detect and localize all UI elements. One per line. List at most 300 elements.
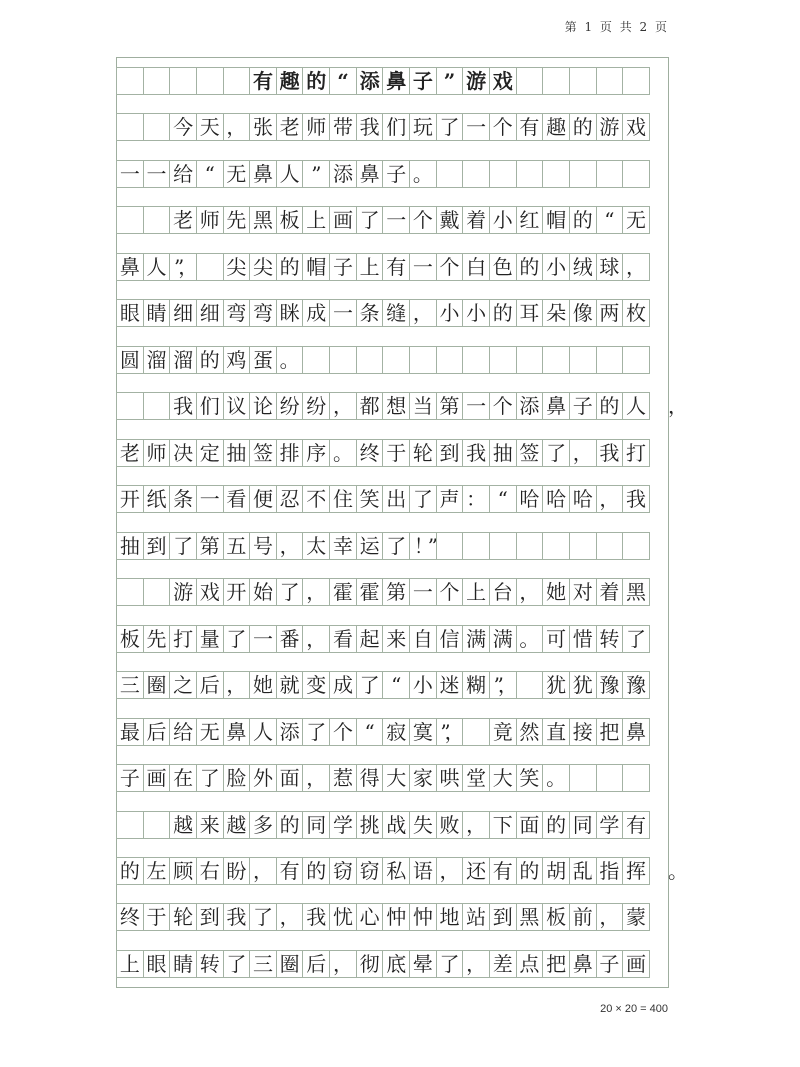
text-row [116,764,650,792]
grid-cell: 打 [169,625,197,653]
grid-cell: 帽 [302,253,330,281]
grid-cell: 眯 [276,299,304,327]
grid-cell: 三 [249,950,277,978]
text-row [116,253,650,281]
grid-cell: 决 [169,439,197,467]
grid-cell: 的 [196,346,224,374]
grid-cell: 台 [489,578,517,606]
grid-cell: 小 [489,206,517,234]
grid-cell: 个 [489,113,517,141]
grid-cell [143,206,171,234]
grid-cell: 游 [462,67,490,95]
grid-cell: 大 [382,764,410,792]
grid-cell [489,160,517,188]
grid-cell: ， [249,857,277,885]
grid-cell [143,67,171,95]
grid-cell: 右 [196,857,224,885]
grid-cell: ， [329,392,357,420]
grid-cell: 窃 [356,857,384,885]
grid-cell: “ [489,485,517,513]
grid-cell: 幸 [329,532,357,560]
grid-cell [116,392,144,420]
grid-cell: 一 [249,625,277,653]
grid-cell: 球 [596,253,624,281]
grid-cell: “ [382,671,410,699]
grid-cell: 睛 [169,950,197,978]
overflow-punctuation: 。 [668,858,688,883]
grid-cell: 轮 [169,903,197,931]
grid-cell [489,346,517,374]
grid-cell: 子 [596,950,624,978]
grid-cell: 鼻 [116,253,144,281]
grid-cell [516,346,544,374]
grid-cell: 鼻 [622,718,650,746]
grid-cell: 个 [489,392,517,420]
grid-cell: 学 [329,811,357,839]
grid-cell [596,160,624,188]
grid-cell: 太 [302,532,330,560]
grid-cell: 后 [196,671,224,699]
grid-cell: 师 [143,439,171,467]
grid-cell: 开 [116,485,144,513]
grid-cell: ， [302,625,330,653]
grid-cell: 戴 [436,206,464,234]
grid-cell: 子 [116,764,144,792]
grid-cell: 像 [569,299,597,327]
grid-cell: 霍 [329,578,357,606]
grid-cell: ， [516,578,544,606]
grid-cell: 子 [409,67,437,95]
grid-cell: 得 [356,764,384,792]
grid-cell: 我 [169,392,197,420]
grid-cell: 鸡 [223,346,251,374]
grid-cell: 溜 [143,346,171,374]
grid-cell: 声 [436,485,464,513]
grid-cell: 戏 [196,578,224,606]
text-row [116,718,650,746]
grid-cell: 抽 [489,439,517,467]
grid-cell: ： [462,485,490,513]
grid-cell: 着 [596,578,624,606]
grid-cell: 了 [169,532,197,560]
grid-cell: 圈 [143,671,171,699]
grid-cell: 红 [516,206,544,234]
grid-cell: 了 [356,206,384,234]
grid-cell [196,67,224,95]
grid-cell: ” [302,160,330,188]
grid-cell: 了 [542,439,570,467]
grid-cell: 下 [489,811,517,839]
grid-cell: 就 [276,671,304,699]
grid-cell: 黑 [516,903,544,931]
grid-cell [596,67,624,95]
grid-cell: 老 [116,439,144,467]
grid-cell: 心 [356,903,384,931]
grid-cell: 两 [596,299,624,327]
grid-cell: 鼻 [569,950,597,978]
grid-cell: 的 [516,857,544,885]
grid-cell: 议 [223,392,251,420]
grid-cell: 尖 [249,253,277,281]
grid-cell: 鼻 [356,160,384,188]
grid-cell: 差 [489,950,517,978]
grid-cell: 越 [223,811,251,839]
grid-cell [622,532,650,560]
grid-cell: 大 [489,764,517,792]
grid-cell: 挥 [622,857,650,885]
text-row [116,439,650,467]
grid-cell: 给 [169,718,197,746]
grid-cell: 始 [249,578,277,606]
grid-cell: 的 [569,113,597,141]
grid-cell: 张 [249,113,277,141]
grid-cell: “ [356,718,384,746]
grid-cell: 签 [249,439,277,467]
grid-cell: 朵 [542,299,570,327]
grid-cell: 笑 [516,764,544,792]
grid-cell [542,67,570,95]
grid-cell: “ [329,67,357,95]
grid-cell: 她 [542,578,570,606]
grid-cell: 给 [169,160,197,188]
grid-cell: 忡 [409,903,437,931]
grid-cell: 了 [276,578,304,606]
grid-cell: 住 [329,485,357,513]
grid-cell: 窃 [329,857,357,885]
grid-cell: 晕 [409,950,437,978]
grid-cell: 站 [462,903,490,931]
grid-cell [596,532,624,560]
grid-cell: 第 [436,392,464,420]
grid-cell: 来 [382,625,410,653]
grid-cell: ， [596,485,624,513]
grid-cell: ， [409,299,437,327]
grid-cell: 睛 [143,299,171,327]
grid-cell: 蒙 [622,903,650,931]
grid-cell: 添 [356,67,384,95]
grid-cell: 于 [143,903,171,931]
grid-cell: 乱 [569,857,597,885]
grid-cell: 黑 [622,578,650,606]
grid-cell [542,160,570,188]
grid-cell: ， [596,903,624,931]
grid-cell [462,718,490,746]
grid-cell: 添 [329,160,357,188]
grid-cell: 条 [169,485,197,513]
grid-cell: 画 [143,764,171,792]
grid-cell: 忧 [329,903,357,931]
grid-cell: ， [276,903,304,931]
grid-cell [569,346,597,374]
grid-cell: 第 [382,578,410,606]
grid-cell: 失 [409,811,437,839]
grid-cell: 堂 [462,764,490,792]
grid-cell: 无 [196,718,224,746]
grid-cell: 条 [356,299,384,327]
grid-cell: 终 [356,439,384,467]
grid-cell: 人 [249,718,277,746]
grid-cell: 抽 [116,532,144,560]
grid-cell: 板 [542,903,570,931]
grid-cell: 眼 [116,299,144,327]
grid-cell: 子 [382,160,410,188]
grid-cell: 同 [302,811,330,839]
grid-cell: 变 [302,671,330,699]
grid-cell: 哈 [569,485,597,513]
grid-cell: 序 [302,439,330,467]
grid-cell: “ [596,206,624,234]
grid-cell: 色 [489,253,517,281]
grid-cell: 她 [249,671,277,699]
grid-cell: 圆 [116,346,144,374]
grid-cell [329,346,357,374]
grid-cell: 玩 [409,113,437,141]
grid-cell: 小 [542,253,570,281]
grid-cell [116,578,144,606]
grid-cell [196,253,224,281]
grid-cell: 有 [622,811,650,839]
grid-cell: ！” [409,532,437,560]
grid-cell: 的 [276,253,304,281]
grid-cell: 有 [382,253,410,281]
grid-cell: 画 [329,206,357,234]
grid-cell: ， [329,950,357,978]
grid-cell: 。 [516,625,544,653]
grid-cell: 后 [143,718,171,746]
grid-cell: 番 [276,625,304,653]
grid-cell [116,113,144,141]
grid-cell: 把 [596,718,624,746]
text-row [116,532,650,560]
grid-cell: 我 [223,903,251,931]
grid-cell: 胡 [542,857,570,885]
grid-cell [143,392,171,420]
grid-cell: 帽 [542,206,570,234]
composition-grid [116,57,688,988]
page-number: 第 1 页 共 2 页 [564,20,668,34]
grid-cell: 师 [302,113,330,141]
grid-cell: 运 [356,532,384,560]
grid-cell: 先 [143,625,171,653]
grid-cell [542,532,570,560]
grid-cell: 一 [462,113,490,141]
grid-cell: 接 [569,718,597,746]
grid-cell: 一 [382,206,410,234]
text-row [116,578,650,606]
grid-cell: 我 [622,485,650,513]
grid-cell: 学 [596,811,624,839]
grid-cell: ， [276,532,304,560]
grid-cell: 有 [516,113,544,141]
grid-cell: 看 [329,625,357,653]
grid-cell: 有 [249,67,277,95]
grid-cell: ， [462,811,490,839]
grid-cell: 转 [596,625,624,653]
grid-cell: 地 [436,903,464,931]
text-row [116,485,650,513]
grid-cell: 板 [116,625,144,653]
grid-cell: 惜 [569,625,597,653]
grid-cell [622,764,650,792]
grid-cell: 。 [409,160,437,188]
grid-cell: 多 [249,811,277,839]
grid-cell: 一 [409,253,437,281]
grid-cell: 满 [489,625,517,653]
grid-cell: 弯 [249,299,277,327]
grid-cell: 把 [542,950,570,978]
grid-cell [223,67,251,95]
text-row [116,299,650,327]
grid-cell: 上 [356,253,384,281]
grid-cell: 弯 [223,299,251,327]
grid-cell: 上 [302,206,330,234]
grid-cell: 号 [249,532,277,560]
grid-cell [622,346,650,374]
grid-cell: 竟 [489,718,517,746]
grid-cell: 的 [302,67,330,95]
grid-cell: 犹 [542,671,570,699]
grid-cell: ， [436,857,464,885]
grid-cell: ”， [436,718,464,746]
grid-cell: 的 [596,392,624,420]
grid-cell: 最 [116,718,144,746]
grid-cell [516,67,544,95]
grid-cell: 霍 [356,578,384,606]
grid-cell: 还 [462,857,490,885]
grid-cell [116,206,144,234]
grid-cell: 人 [276,160,304,188]
grid-cell: 板 [276,206,304,234]
grid-cell: 缝 [382,299,410,327]
grid-cell: 抽 [223,439,251,467]
grid-cell [143,578,171,606]
grid-cell: 豫 [622,671,650,699]
grid-cell: 耳 [516,299,544,327]
grid-cell: 师 [196,206,224,234]
grid-cell: 纷 [276,392,304,420]
grid-cell: 画 [622,950,650,978]
grid-cell: 家 [409,764,437,792]
grid-cell: 上 [116,950,144,978]
grid-cell: 当 [409,392,437,420]
grid-cell: 排 [276,439,304,467]
grid-cell [462,532,490,560]
grid-cell: 面 [276,764,304,792]
text-row [116,113,650,141]
grid-cell: 到 [143,532,171,560]
grid-cell: 迷 [436,671,464,699]
grid-cell [596,346,624,374]
text-row [116,857,650,885]
grid-cell: 游 [596,113,624,141]
grid-cell: 忍 [276,485,304,513]
grid-cell: 个 [329,718,357,746]
grid-cell [409,346,437,374]
grid-cell: 老 [169,206,197,234]
grid-cell: 惹 [329,764,357,792]
grid-cell: 一 [143,160,171,188]
grid-cell: 。 [276,346,304,374]
grid-cell: 论 [249,392,277,420]
grid-cell: 个 [436,253,464,281]
grid-cell: 在 [169,764,197,792]
grid-cell: 轮 [409,439,437,467]
text-row [116,671,650,699]
grid-cell [143,811,171,839]
grid-cell: 了 [223,625,251,653]
grid-cell: 溜 [169,346,197,374]
grid-cell: 糊 [462,671,490,699]
grid-cell: 的 [116,857,144,885]
grid-cell: ”， [169,253,197,281]
grid-cell: 寞 [409,718,437,746]
grid-cell: 无 [223,160,251,188]
grid-cell: 指 [596,857,624,885]
grid-cell: 语 [409,857,437,885]
grid-cell: 趣 [276,67,304,95]
grid-cell: 一 [329,299,357,327]
grid-cell: 添 [276,718,304,746]
grid-cell: 了 [196,764,224,792]
grid-cell: 鼻 [382,67,410,95]
grid-cell: 蛋 [249,346,277,374]
grid-cell [622,160,650,188]
grid-cell: 满 [462,625,490,653]
grid-cell: 哈 [542,485,570,513]
grid-cell: 到 [489,903,517,931]
grid-cell: 一 [196,485,224,513]
grid-cell: 了 [302,718,330,746]
grid-cell: 了 [249,903,277,931]
grid-cell: 着 [462,206,490,234]
grid-cell [622,67,650,95]
grid-cell: 尖 [223,253,251,281]
grid-cell: 笑 [356,485,384,513]
grid-cell: 哄 [436,764,464,792]
grid-cell: 犹 [569,671,597,699]
grid-cell: 战 [382,811,410,839]
grid-cell [516,671,544,699]
grid-cell: 眼 [143,950,171,978]
grid-cell: 人 [622,392,650,420]
grid-cell: 打 [622,439,650,467]
grid-cell: 便 [249,485,277,513]
grid-cell: 量 [196,625,224,653]
grid-cell [436,532,464,560]
grid-cell: 了 [436,113,464,141]
grid-cell: 的 [542,811,570,839]
grid-cell: 想 [382,392,410,420]
grid-cell: 子 [569,392,597,420]
grid-cell: 哈 [516,485,544,513]
grid-cell: 小 [462,299,490,327]
grid-cell: 五 [223,532,251,560]
grid-cell: 先 [223,206,251,234]
grid-cell: 的 [302,857,330,885]
grid-cell: ， [462,950,490,978]
grid-cell: 可 [542,625,570,653]
grid-cell [169,67,197,95]
grid-cell: 有 [489,857,517,885]
grid-cell: 看 [223,485,251,513]
grid-cell: 了 [382,532,410,560]
grid-cell [116,811,144,839]
grid-cell: 挑 [356,811,384,839]
grid-cell: 对 [569,578,597,606]
grid-cell: 有 [276,857,304,885]
grid-cell: 的 [489,299,517,327]
grid-cell: 我 [596,439,624,467]
